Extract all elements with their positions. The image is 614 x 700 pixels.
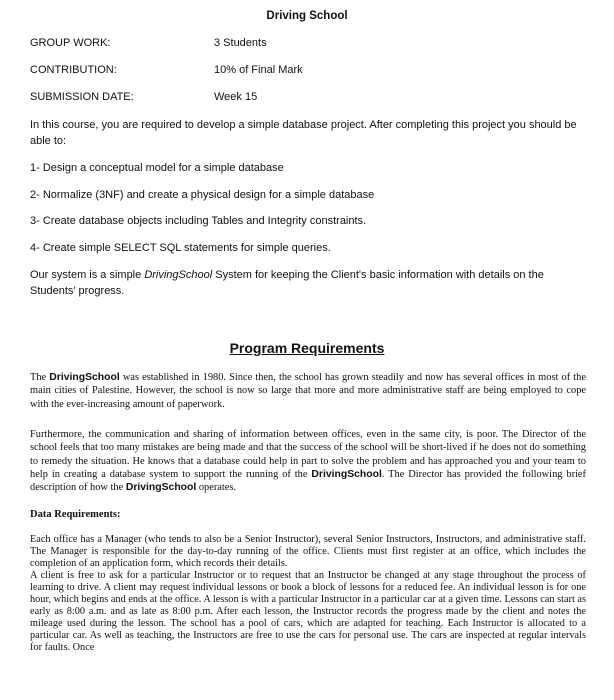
objective-item: 3- Create database objects including Tables and Integrity constraints. xyxy=(30,215,367,227)
meta-value: 10% of Final Mark xyxy=(214,64,303,76)
meta-label: SUBMISSION DATE: xyxy=(30,91,134,103)
objective-item: 2- Normalize (3NF) and create a physical design for a simple database xyxy=(30,189,375,201)
brand-name: DrivingSchool xyxy=(311,468,382,480)
meta-value: 3 Students xyxy=(214,37,267,49)
data-paragraph-2: A client is free to ask for a particular Instructor or to request that an Instructor be changed at any stage throughout the process of learning to drive. A client may request individual lessons or book a block of lessons for a reduced fee. An individual lesson is for one hour, which begins and ends at the office. A lesson is with a particular Instructor in a particular car at a given time. Lessons can start as early as 8:00 a.m. and as late as 8:00 p.m. After each lesson, the Instructor records the progress made by the client and notes the mileage used during the lesson. The school has a pool of cars, which are adapted for teaching. Each Instructor is allocated to a particular car. As well as teaching, the Instructors are free to use the cars for personal use. The cars are inspected at regular intervals for faults. Once xyxy=(30,570,586,653)
document-title: Driving School xyxy=(266,10,348,22)
objective-item: 4- Create simple SELECT SQL statements for simple queries. xyxy=(30,242,331,254)
program-paragraph-2: Furthermore, the communication and sharing of information between offices, even in the same city, is poor. The Director of the school feels that too many mistakes are being made and that the success of the school will be short-lived if he does not do something to remedy the situation. He knows that a database could help in part to solve the problem and has approached you and your team to help in creating a database system to support the running of the DrivingSchool. The Director has provided the following brief description of how the DrivingSchool operates. xyxy=(30,429,586,494)
system-text-after: System for keeping the Client's basic information with details on the Students’ progress. xyxy=(30,269,544,297)
objective-item: 1- Design a conceptual model for a simple database xyxy=(30,162,284,174)
intro-paragraph: In this course, you are required to develop a simple database project. After completing this project you should be able to: xyxy=(30,119,577,147)
program-paragraph-1: The DrivingSchool was established in 1980. Since then, the school has grown steadily and now has several offices in most of the main cities of Palestine. However, the school is now so large that more and more administrative staff are being employed to cope with the ever-increasing amount of paperwork. xyxy=(30,372,586,410)
system-text-before: Our system is a simple xyxy=(30,269,145,281)
program-requirements-heading: Program Requirements xyxy=(229,340,385,356)
meta-label: GROUP WORK: xyxy=(30,37,111,49)
data-paragraph-1: Each office has a Manager (who tends to also be a Senior Instructor), several Senior Instructors, Instructors, and administrative staff. The Manager is responsible for the day-to-day running of the office. Clients must first register at an office, which includes the completion of an application form, which records their details. xyxy=(30,534,586,569)
brand-name: DrivingSchool xyxy=(49,372,120,383)
brand-name: DrivingSchool xyxy=(125,482,197,494)
system-paragraph xyxy=(30,267,590,299)
meta-value: Week 15 xyxy=(214,91,258,103)
data-requirements-heading: Data Requirements: xyxy=(30,509,121,520)
system-name: DrivingSchool xyxy=(144,269,213,281)
meta-label: CONTRIBUTION: xyxy=(30,64,117,76)
